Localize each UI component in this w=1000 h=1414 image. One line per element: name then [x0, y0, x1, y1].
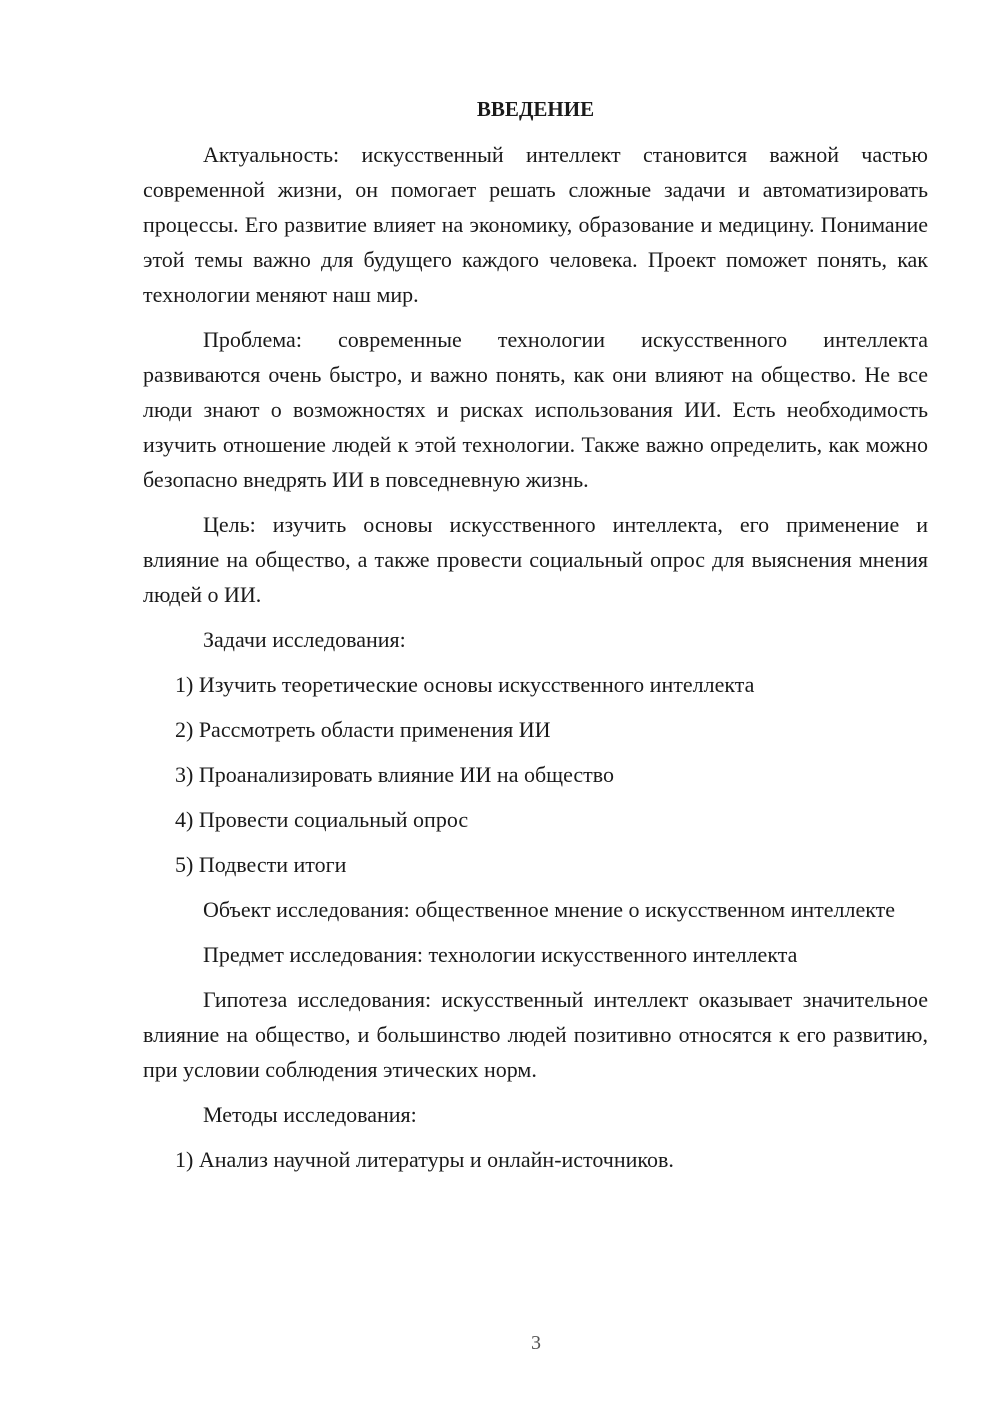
section-title: ВВЕДЕНИЕ: [476, 97, 595, 121]
hypothesis-paragraph: Гипотеза исследования: искусственный интеллект оказывает значительное влияние на общество, и большинство людей позитивно относятся к его развитию, при условии соблюдения этических норм.: [143, 987, 928, 1082]
document-page: [143, 92, 928, 1187]
methods-list: [143, 1142, 928, 1177]
methods-heading: Методы исследования:: [203, 1102, 417, 1127]
subject-paragraph: Предмет исследования: технологии искусственного интеллекта: [203, 942, 798, 967]
problem-paragraph: Проблема: современные технологии искусственного интеллекта развиваются очень быстро, и важно понять, как они влияют на общество. Не все люди знают о возможностях и рисках использования ИИ. Есть необходимость изучить отношение людей к этой технологии. Также важно определить, как можно безопасно внедрять ИИ в повседневную жизнь.: [143, 327, 928, 492]
list-item: 3) Проанализировать влияние ИИ на общество: [175, 762, 615, 787]
list-item: 2) Рассмотреть области применения ИИ: [175, 717, 551, 742]
list-item: 1) Изучить теоретические основы искусственного интеллекта: [175, 672, 755, 697]
list-item: 4) Провести социальный опрос: [175, 807, 469, 832]
page-number: 3: [531, 1332, 541, 1354]
object-paragraph: Объект исследования: общественное мнение о искусственном интеллекте: [203, 897, 896, 922]
goal-paragraph: Цель: изучить основы искусственного интеллекта, его применение и влияние на общество, а также провести социальный опрос для выяснения мнения людей о ИИ.: [143, 512, 928, 607]
tasks-heading: Задачи исследования:: [203, 627, 406, 652]
list-item: 1) Анализ научной литературы и онлайн-источников.: [175, 1147, 674, 1172]
tasks-list: [143, 667, 928, 882]
list-item: 5) Подвести итоги: [175, 852, 347, 877]
relevance-paragraph: Актуальность: искусственный интеллект становится важной частью современной жизни, он помогает решать сложные задачи и автоматизировать процессы. Его развитие влияет на экономику, образование и медицину. Понимание этой темы важно для будущего каждого человека. Проект поможет понять, как технологии меняют наш мир.: [143, 142, 928, 307]
